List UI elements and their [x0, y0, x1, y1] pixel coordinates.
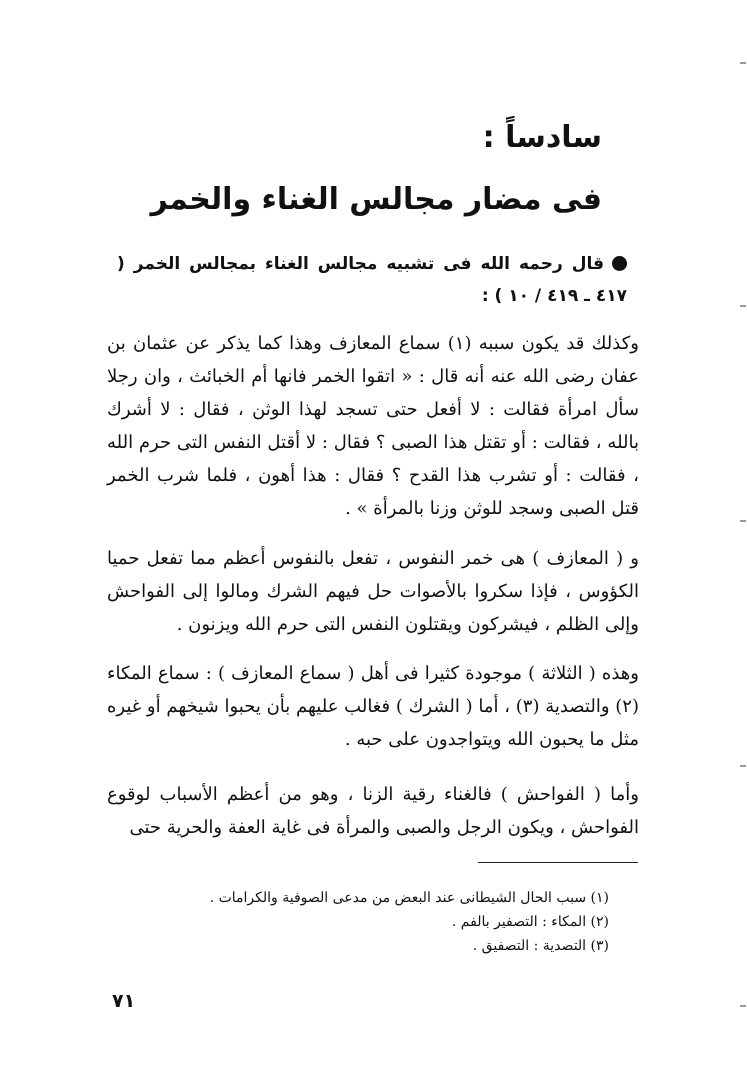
- paragraph-4: وأما ( الفواحش ) فالغناء رقية الزنا ، وهو من أعظم الأسباب لوقوع الفواحش ، ويكون الرجل والصبى والمرأة فى غاية العفة والحرية حتى: [107, 784, 639, 838]
- bullet-icon: [612, 256, 627, 271]
- section-ordinal-heading: سادساً :: [482, 120, 602, 155]
- footnote-3: (٣) التصدية : التصفيق .: [472, 938, 609, 954]
- quote-intro: [117, 248, 627, 312]
- quote-intro-text: قال رحمه الله فى تشبيه مجالس الغناء بمجالس الخمر ( ٤١٧ ـ ٤١٩ / ١٠ ) :: [117, 254, 627, 306]
- footnote-divider: [478, 862, 638, 863]
- scan-edge-mark: [740, 520, 746, 522]
- paragraph-2: و ( المعازف ) هى خمر النفوس ، تفعل بالنفوس أعظم مما تفعل حميا الكؤوس ، فإذا سكروا بالأصوات حل فيهم الشرك ومالوا إلى الفواحش وإلى الظلم ، فيشركون ويقتلون النفس التى حرم الله ويزنون .: [107, 548, 639, 635]
- paragraph-3: وهذه ( الثلاثة ) موجودة كثيرا فى أهل ( سماع المعازف ) : سماع المكاء (٢) والتصدية (٣) ، أما ( الشرك ) فغالب عليهم بأن يحبوا شيخهم أو غيره مثل ما يحبون الله ويتواجدون على حبه .: [107, 663, 639, 750]
- scan-edge-mark: [740, 1005, 746, 1007]
- footnote-1: (١) سبب الحال الشيطانى عند البعض من مدعى الصوفية والكرامات .: [209, 890, 609, 906]
- paragraph-1: وكذلك قد يكون سببه (١) سماع المعازف وهذا كما يذكر عن عثمان بن عفان رضى الله عنه أنه قال : « اتقوا الخمر فانها أم الخبائث ، وان رجلا سأل امرأة فقالت : لا أفعل حتى تسجد لهذا الوثن ، فقال : لا أشرك بالله ، فقالت : أو تقتل هذا الصبى ؟ فقال : لا أقتل النفس التى حرم الله ، فقالت : أو تشرب هذا القدح ؟ فقال : هذا أهون ، فلما شرب الخمر قتل الصبى وسجد للوثن وزنا بالمرأة » .: [107, 333, 639, 519]
- footnotes: [89, 886, 609, 958]
- scan-edge-mark: [740, 305, 746, 307]
- page-number: ٧١: [112, 990, 136, 1012]
- footnote-2: (٢) المكاء : التصفير بالفم .: [451, 914, 609, 930]
- section-title-heading: فى مضار مجالس الغناء والخمر: [150, 182, 602, 217]
- scan-edge-mark: [740, 62, 746, 64]
- scan-edge-mark: [740, 765, 746, 767]
